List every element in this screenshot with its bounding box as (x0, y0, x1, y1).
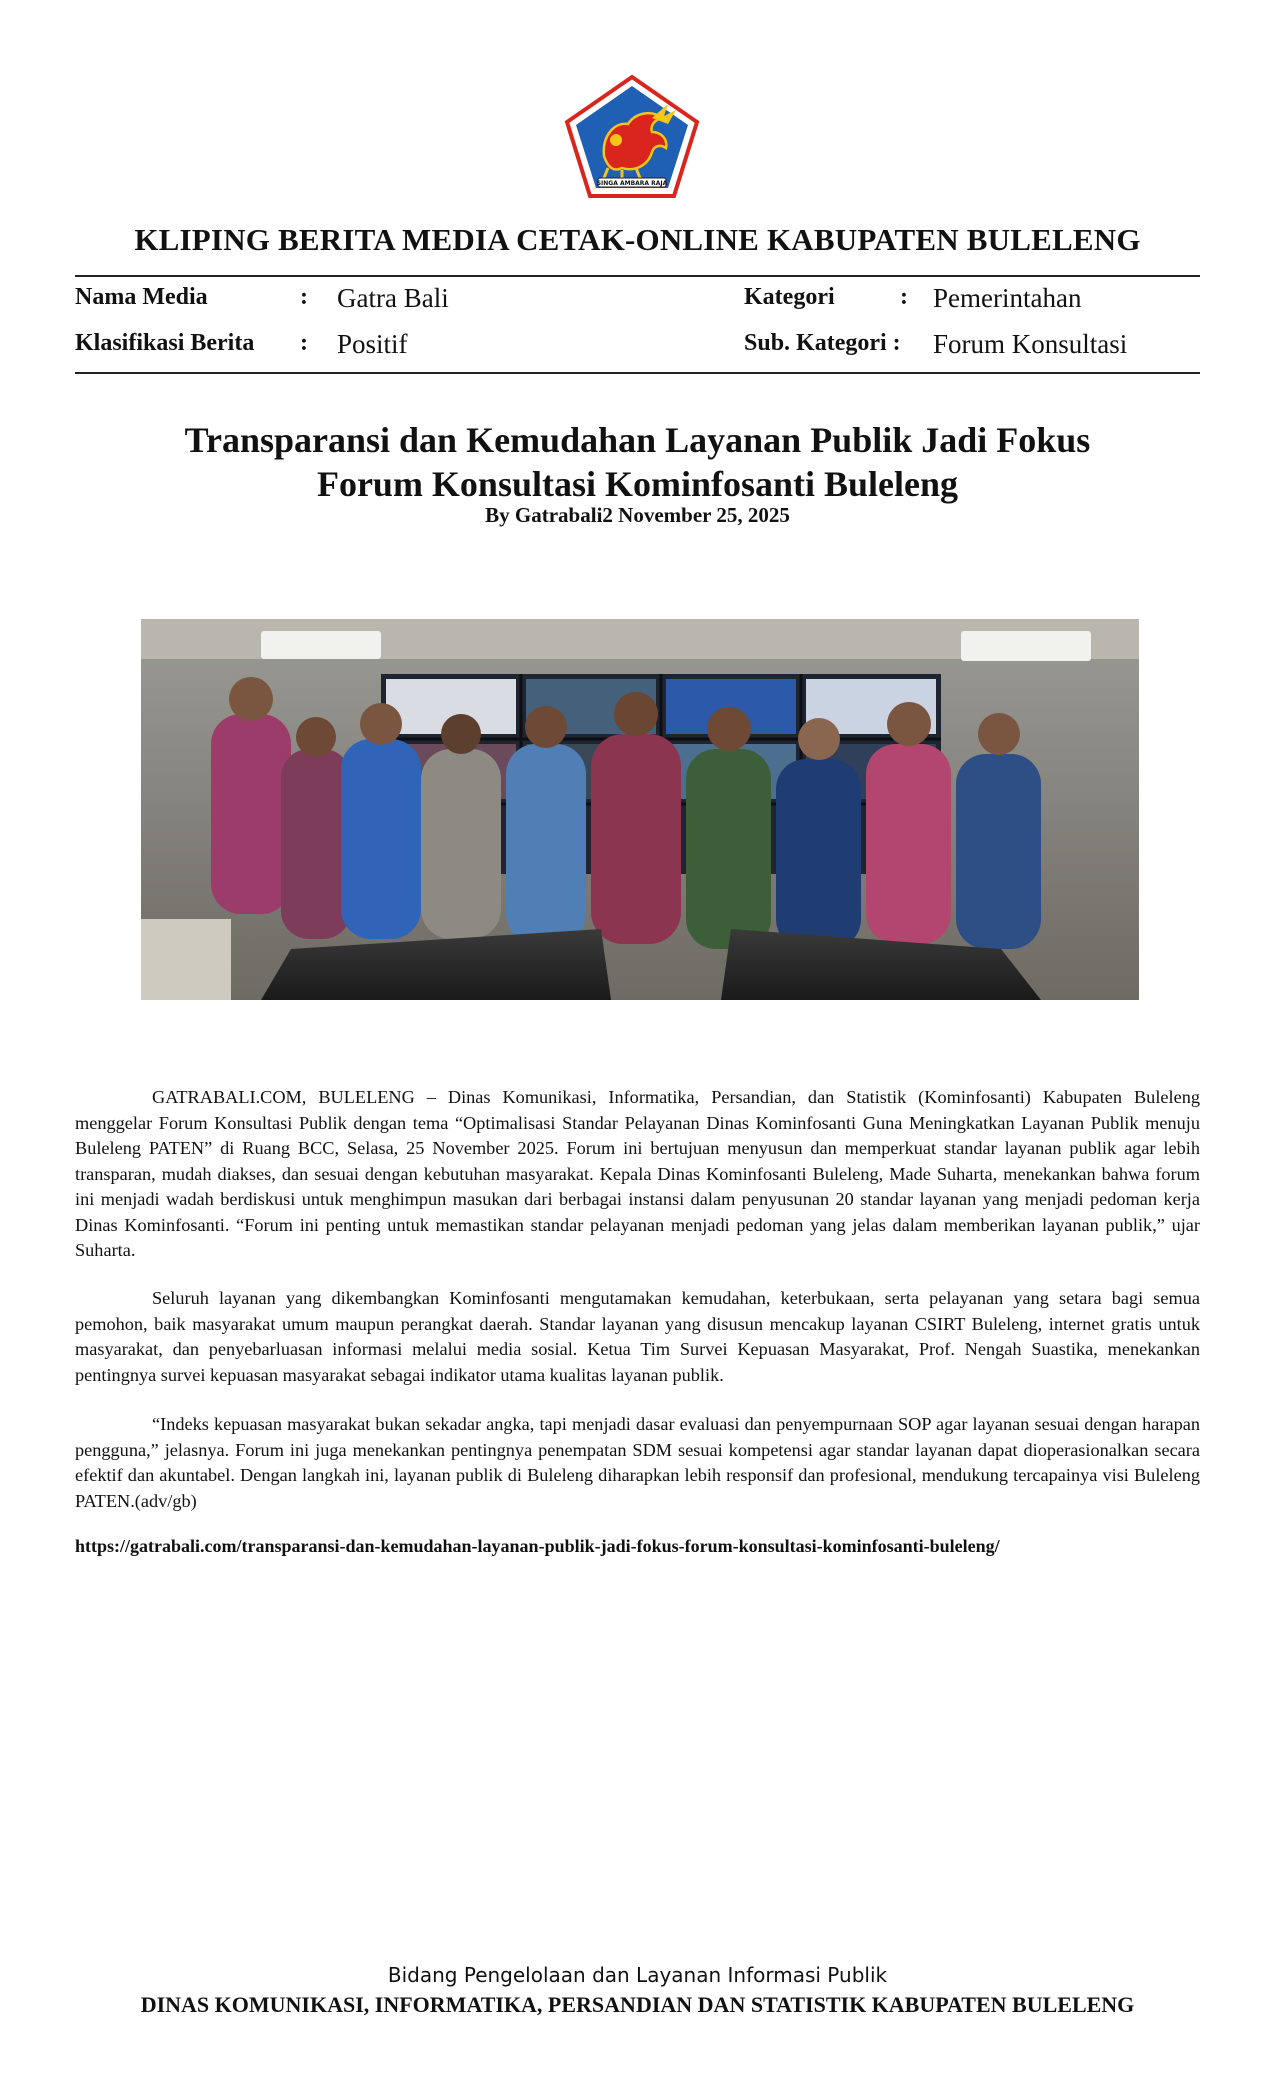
top-divider (75, 275, 1200, 277)
sub-kategori-value: Forum Konsultasi (933, 329, 1128, 359)
source-url-link[interactable]: https://gatrabali.com/transparansi-dan-kemudahan-layanan-publik-jadi-fokus-forum-konsultasi-kominfosanti-buleleng/ (75, 1536, 1000, 1556)
footer-division: Bidang Pengelolaan dan Layanan Informasi Publik (387, 1963, 888, 1987)
sub-kategori-label: Sub. Kategori : (744, 330, 901, 356)
headline-line-1: Transparansi dan Kemudahan Layanan Publik Jadi Fokus (184, 420, 1091, 460)
paragraph-3: “Indeks kepuasan masyarakat bukan sekadar angka, tapi menjadi dasar evaluasi dan penyempurnaan SOP agar layanan sesuai dengan harapan pengguna,” jelasnya. Forum ini juga menekankan pentingnya penempatan SDM sesuai kompetensi agar standar layanan dapat dioperasionalkan secara efektif dan akuntabel. Dengan langkah ini, layanan publik di Buleleng diharapkan lebih responsif dan profesional, mendukung tercapainya visi Buleleng PATEN.(adv/gb) (75, 1414, 1200, 1511)
klasifikasi-value: Positif (337, 329, 408, 359)
byline: By Gatrabali2 November 25, 2025 (485, 503, 790, 527)
buleleng-logo (564, 74, 700, 200)
page-title: KLIPING BERITA MEDIA CETAK-ONLINE KABUPATEN BULELENG (134, 222, 1141, 257)
nama-media-label: Nama Media (75, 284, 208, 310)
paragraph-1: GATRABALI.COM, BULELENG – Dinas Komunikasi, Informatika, Persandian, dan Statistik (Kominfosanti) Kabupaten Buleleng menggelar Forum Konsultasi Publik dengan tema “Optimalisasi Standar Pelayanan Dinas Kominfosanti Guna Meningkatkan Layanan Publik menuju Buleleng PATEN” di Ruang BCC, Selasa, 25 November 2025. Forum ini bertujuan menyusun dan memperkuat standar layanan publik agar lebih transparan, mudah diakses, dan sesuai dengan kebutuhan masyarakat. Kepala Dinas Kominfosanti Buleleng, Made Suharta, menekankan bahwa forum ini menjadi wadah berdiskusi untuk menghimpun masukan dari berbagai instansi dalam penyusunan 20 standar layanan yang menjadi pedoman kerja Dinas Kominfosanti. “Forum ini penting untuk memastikan standar pelayanan menjadi pedoman yang jelas dalam memberikan layanan publik,” ujar Suharta. (75, 1087, 1200, 1260)
colon: : (300, 284, 308, 310)
article-photo (141, 619, 1139, 1000)
colon: : (300, 330, 308, 356)
headline-line-2: Forum Konsultasi Kominfosanti Buleleng (316, 464, 959, 504)
meta-divider (75, 372, 1200, 374)
nama-media-value: Gatra Bali (337, 283, 449, 313)
kategori-value: Pemerintahan (933, 283, 1082, 313)
klasifikasi-label: Klasifikasi Berita (75, 330, 255, 356)
article-headline (0, 418, 1275, 506)
paragraph-2: Seluruh layanan yang dikembangkan Kominfosanti mengutamakan kemudahan, keterbukaan, serta pelayanan yang setara bagi semua pemohon, baik masyarakat umum maupun perangkat daerah. Standar layanan yang disusun mencakup layanan CSIRT Buleleng, internet gratis untuk masyarakat, dan penyebarluasan informasi melalui media sosial. Ketua Tim Survei Kepuasan Masyarakat, Prof. Nengah Suastika, menekankan pentingnya survei kepuasan masyarakat sebagai indikator utama kualitas layanan publik. (75, 1288, 1200, 1385)
footer-agency: DINAS KOMUNIKASI, INFORMATIKA, PERSANDIAN DAN STATISTIK KABUPATEN BULELENG (140, 1992, 1135, 2017)
kategori-label: Kategori (744, 284, 835, 310)
logo-motto: SINGA AMBARA RAJA (596, 180, 668, 187)
colon: : (900, 284, 908, 310)
